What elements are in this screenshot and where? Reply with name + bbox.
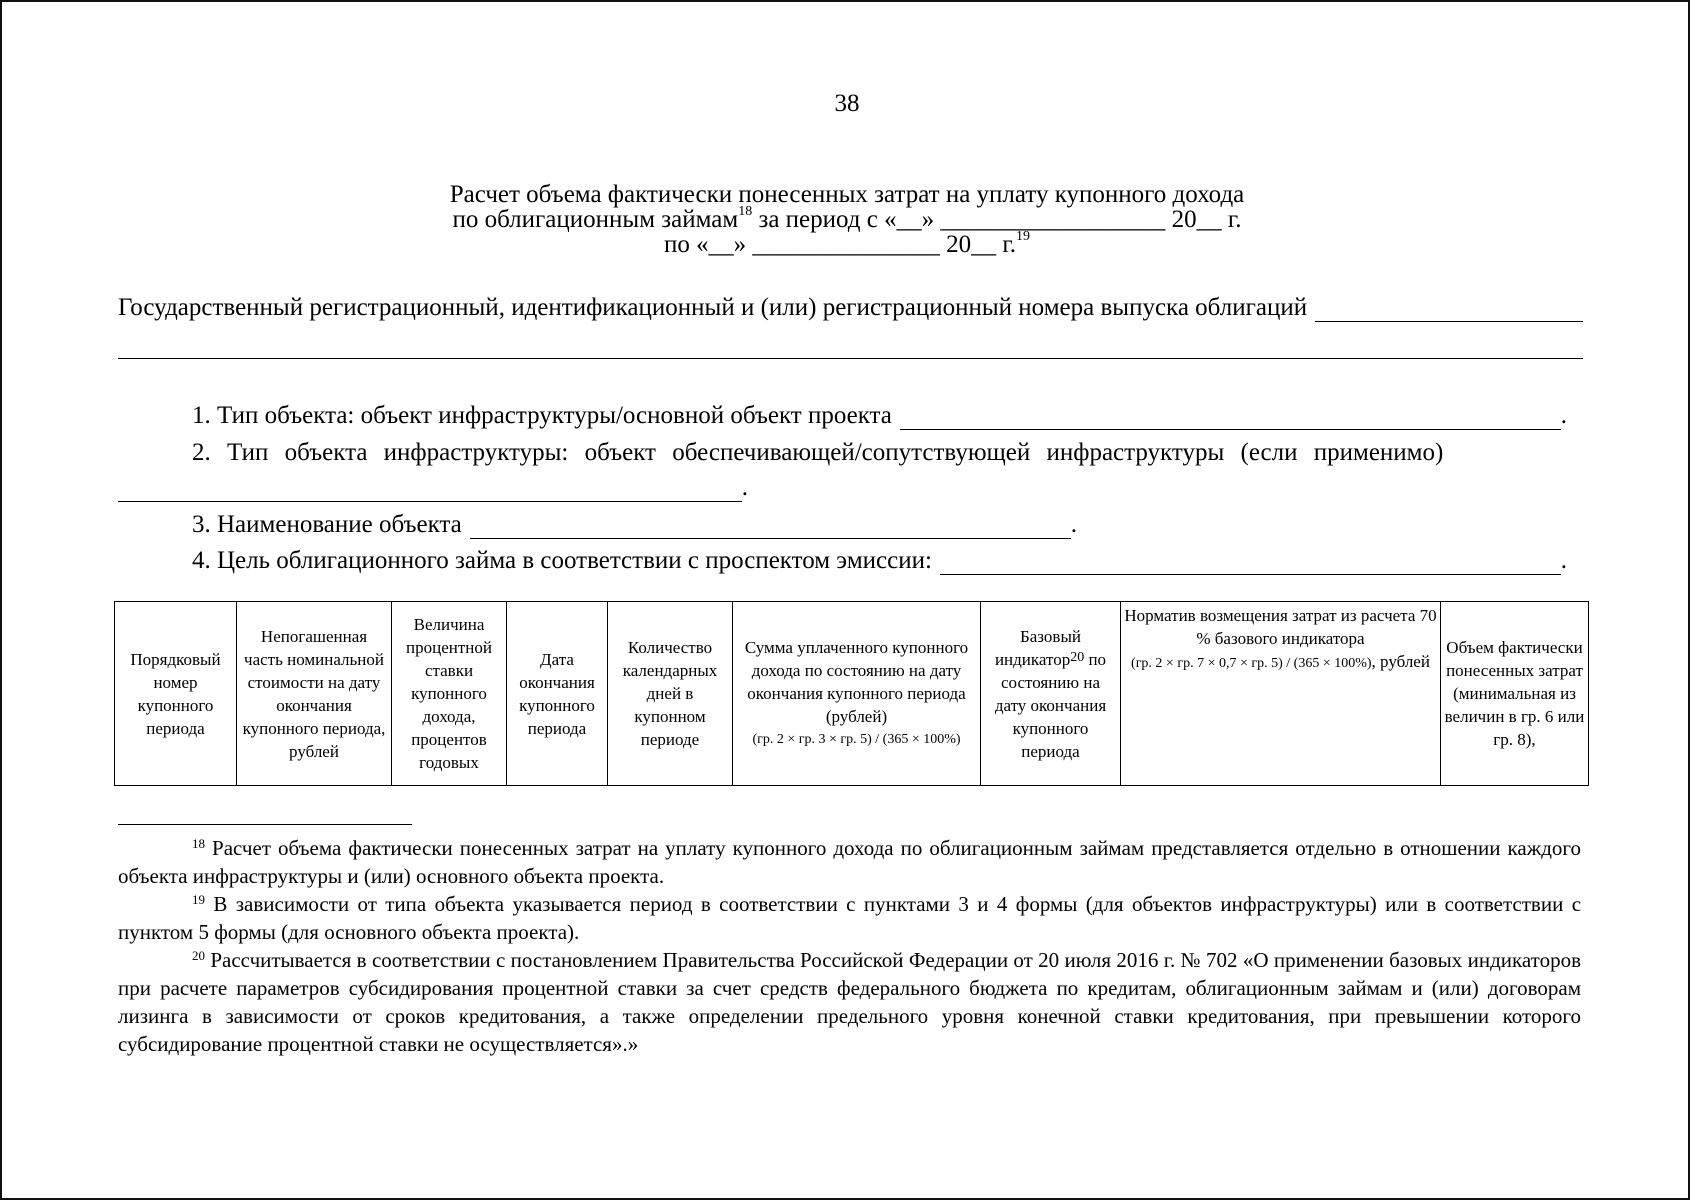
- item-2-continuation: [118, 474, 748, 502]
- footnote-ref-20: 20: [1070, 649, 1085, 665]
- base-indicator-label: Базовый индикатор: [994, 626, 1081, 669]
- item-1-end: .: [1560, 402, 1567, 429]
- registration-label: Государственный регистрационный, идентификационный и (или) регистрационный номера выпуска облигаций: [118, 294, 1308, 321]
- item-4-end: .: [1560, 547, 1567, 574]
- item-3-end: .: [1070, 511, 1077, 538]
- object-name-field[interactable]: [470, 518, 1071, 539]
- footnote-19: [118, 890, 1581, 946]
- footnote-20-text: Рассчитывается в соответствии с постановлением Правительства Российской Федерации от 20 июля 2016 г. № 702 «О применении базовых индикаторов при расчете параметров субсидирования процентной ставки за счет средств федерального бюджета по кредитам, облигационным займам и (или) договорам лизинга в зависимости от сроков кредитования, а также определении предельного уровня конечной ставки кредитования, при превышении которого субсидирование процентной ставки не осуществляется».»: [118, 948, 1581, 1056]
- reimbursement-title: Норматив возмещения затрат из расчета 70 % базового индикатора: [1124, 606, 1437, 648]
- item-2-label: 2. Тип объекта инфраструктуры: объект обеспечивающей/сопутствующей инфраструктуры (если применимо): [192, 439, 1444, 466]
- title-text: по облигационным займам: [452, 206, 739, 233]
- page-number: 38: [834, 90, 860, 117]
- calculation-table: [114, 601, 1589, 786]
- form-title-line1: Расчет объема фактически понесенных затрат на уплату купонного дохода: [449, 181, 1245, 208]
- footnotes: [118, 834, 1581, 1058]
- reimbursement-unit: , рублей: [1371, 652, 1430, 671]
- coupon-amount-title: Сумма уплаченного купонного дохода по состоянию на дату окончания купонного периода (рублей): [744, 638, 969, 726]
- footnote-18-number: 18: [192, 836, 205, 851]
- reimbursement-formula-row: [1124, 650, 1437, 675]
- header-interest-rate: Величина процентной ставки купонного дохода, процентов годовых: [392, 602, 507, 786]
- header-actual-costs: Объем фактически понесенных затрат (минимальная из величин в гр. 6 или гр. 8),: [1441, 602, 1589, 786]
- item-3-label: 3. Наименование объекта: [192, 511, 462, 538]
- footnote-19-text: В зависимости от типа объекта указывается период в соответствии с пунктами 3 и 4 формы (для объектов инфраструктуры) или в соответствии с пунктом 5 формы (для основного объекта проекта).: [118, 892, 1582, 944]
- item-2: [192, 439, 1583, 467]
- header-outstanding-nominal: Непогашенная часть номинальной стоимости на дату окончания купонного периода, рублей: [237, 602, 392, 786]
- header-calendar-days: Количество календарных дней в купонном периоде: [608, 602, 733, 786]
- header-coupon-period-number: Порядковый номер купонного периода: [115, 602, 237, 786]
- period-end-field[interactable]: по «__» _______________ 20__ г.: [663, 231, 1017, 258]
- header-coupon-amount: [733, 602, 981, 786]
- footnote-ref-19: 19: [1016, 229, 1031, 244]
- base-indicator-desc: по состоянию на дату окончания купонного периода: [994, 649, 1107, 761]
- footnote-18: [118, 834, 1581, 890]
- header-base-indicator: [981, 602, 1121, 786]
- table-header-row: [115, 602, 1589, 786]
- footnote-ref-18: 18: [738, 204, 753, 219]
- item-3: [192, 511, 1077, 539]
- footnote-20: [118, 946, 1581, 1058]
- footnote-18-text: Расчет объема фактически понесенных затрат на уплату купонного дохода по облигационным займам представляется отдельно в отношении каждого объекта инфраструктуры и (или) основного объекта проекта.: [118, 836, 1582, 888]
- registration-number-field-line2[interactable]: [118, 358, 1583, 359]
- item-4-label: 4. Цель облигационного займа в соответствии с проспектом эмиссии:: [192, 547, 932, 574]
- loan-purpose-field[interactable]: [940, 554, 1561, 575]
- form-title-line2: [2, 204, 1690, 233]
- registration-number-field[interactable]: [1315, 301, 1583, 322]
- header-end-date: Дата окончания купонного периода: [507, 602, 608, 786]
- coupon-amount-formula: (гр. 2 × гр. 3 × гр. 5) / (365 × 100%): [752, 732, 961, 747]
- infrastructure-type-field[interactable]: [118, 481, 742, 502]
- object-type-field[interactable]: [900, 409, 1561, 430]
- item-1: [192, 402, 1567, 430]
- footnote-20-number: 20: [192, 948, 205, 963]
- reimbursement-formula: (гр. 2 × гр. 7 × 0,7 × гр. 5) / (365 × 100%): [1131, 656, 1372, 671]
- footnote-separator: [118, 824, 412, 825]
- footnote-19-number: 19: [192, 892, 205, 907]
- item-4: [192, 547, 1567, 575]
- registration-number-row: [118, 294, 1583, 322]
- item-1-label: 1. Тип объекта: объект инфраструктуры/основной объект проекта: [192, 402, 892, 429]
- period-start-field[interactable]: за период с «__» __________________ 20__ г.: [752, 206, 1242, 233]
- header-reimbursement-norm: [1121, 602, 1441, 786]
- item-2-end: .: [741, 474, 748, 501]
- form-title-line3: [2, 229, 1690, 258]
